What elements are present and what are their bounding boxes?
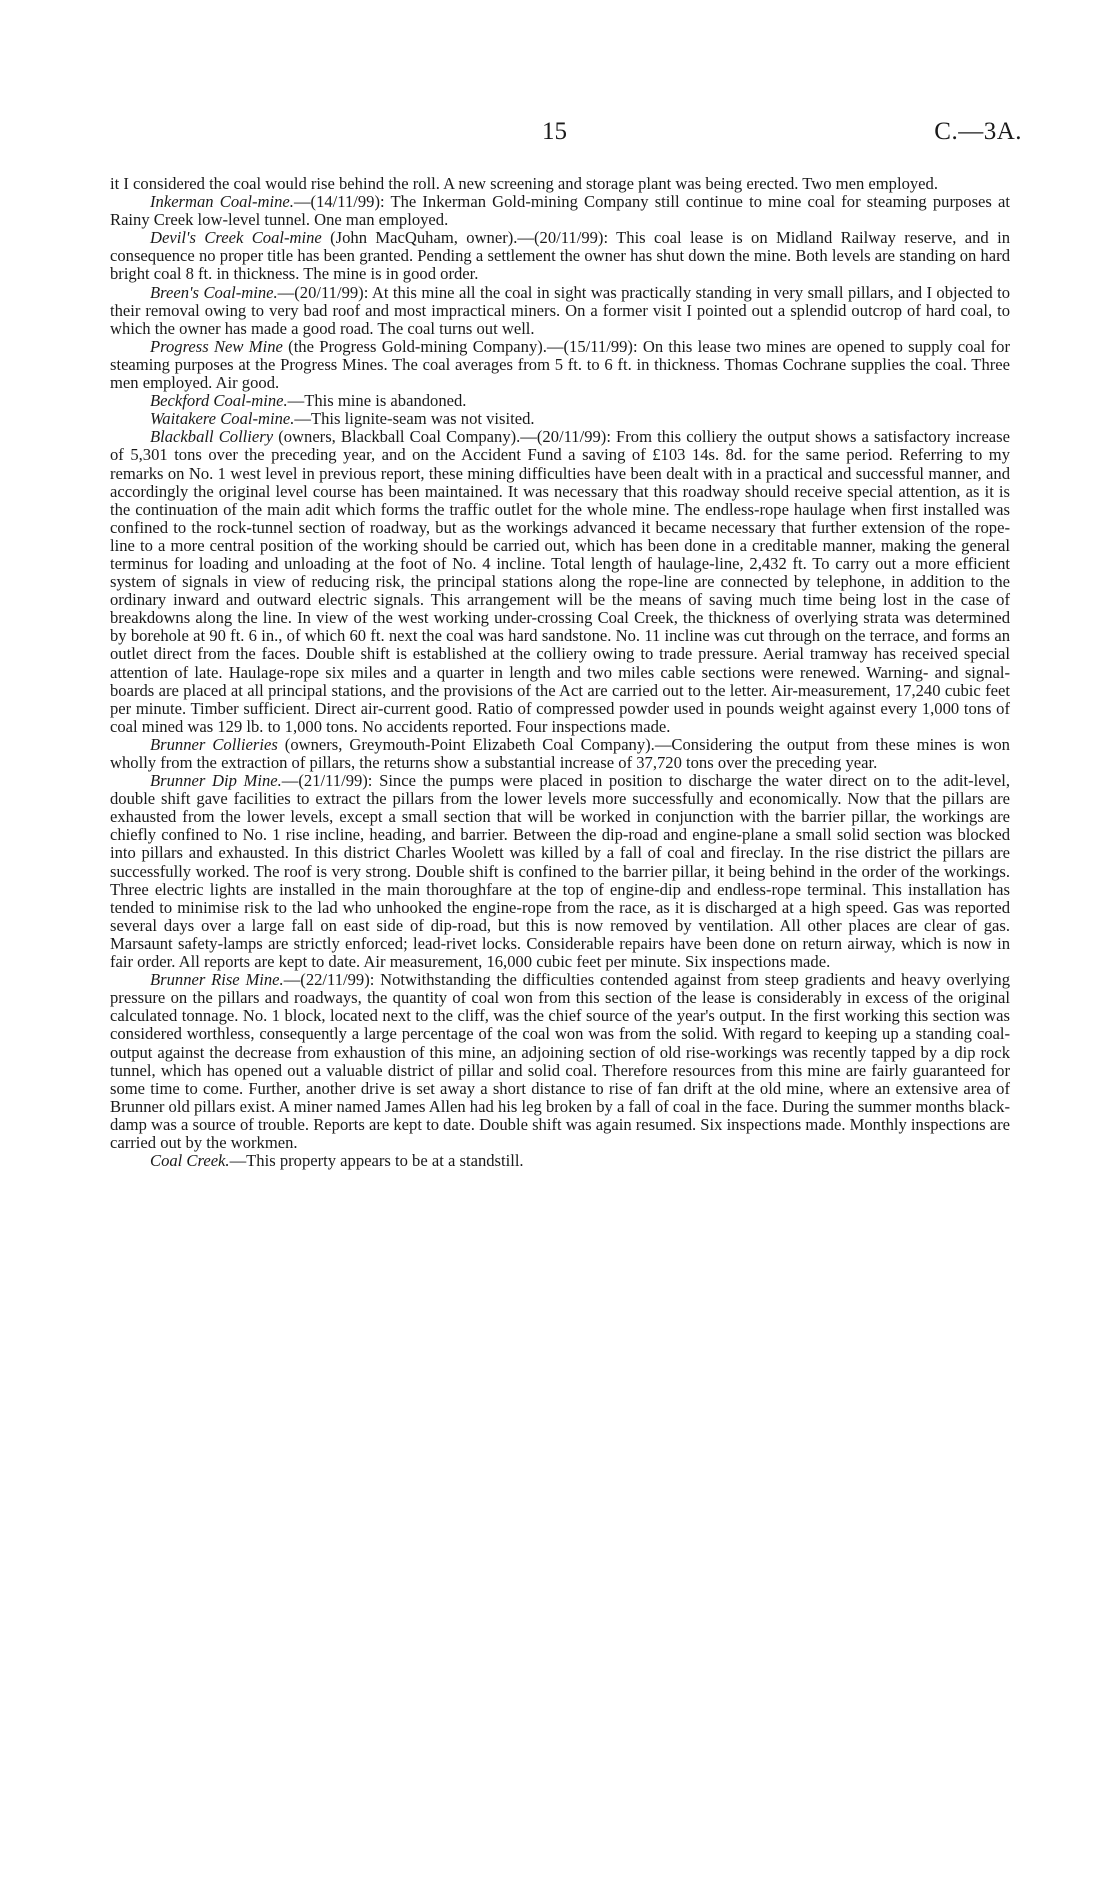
mine-name: Inkerman Coal-mine. [150,192,294,212]
paragraph-text: —(20/11/99): At this mine all the coal in sight was practically standing in very small pillars, and I objected to their removal owing to very bad roof and most impractical miners. On a former visit I pointed out a splendid outcrop of hard coal, to which the owner has made a good road. The coal turns out well. [110,282,1010,338]
mine-name: Blackball Colliery [150,427,274,447]
paragraph-text: —This mine is abandoned. [287,391,467,411]
paragraph-continuation [110,175,1010,193]
mine-name: Coal Creek. [150,1151,230,1171]
document-code: C.—3A. [934,118,1022,145]
mine-name: Breen's Coal-mine. [150,282,278,302]
mine-name: Brunner Rise Mine. [150,970,284,990]
paragraph-text: (the Progress Gold-mining Company).—(15/11/99): On this lease two mines are opened to supply coal for steaming purposes at the Progress Mines. The coal averages from 5 ft. to 6 ft. in thickness. Thomas Cochrane supplies the coal. Three men employed. Air good. [110,336,1010,393]
paragraph-text: —(21/11/99): Since the pumps were placed in position to discharge the water direct on to the adit-level, double shift gave facilities to extract the pillars from the lower levels more successfully and economically. Now that the pillars are exhausted from the lower levels, except a small section that will be worked in conjunction with the barrier pillar, the workings are chiefly confined to No. 1 rise incline, heading, and barrier. Between the dip-road and engine-plane a small solid section was blocked into pillars and exhausted. In this district Charles Woolett was killed by a fall of coal and fireclay. In the rise district the pillars are successfully worked. The roof is very strong. Double shift is confined to the barrier pillar, it being behind in the order of the workings. Three electric lights are installed in the main thoroughfare at the top of engine-dip and endless-rope terminal. This installation has tended to minimise risk to the lad who unhooked the engine-rope from the race, as it is discharged at a high speed. Gas was reported several days over a large fall on east side of dip-road, but this is now removed by ventilation. All other places are clear of gas. Marsaunt safety-lamps are strictly enforced; lead-rivet locks. Considerable repairs have been done on return airway, which is now in fair order. All reports are kept to date. Air measurement, 16,000 cubic feet per minute. Six inspections made. [110,771,1010,972]
paragraph-text: it I considered the coal would rise behind the roll. A new screening and storage plant was being erected. Two men employed. [110,174,938,193]
paragraph-text: —This property appears to be at a standstill. [229,1151,524,1171]
paragraph-text: (owners, Blackball Coal Company).—(20/11/99): From this colliery the output shows a satisfactory increase of 5,301 tons over the preceding year, and on the Accident Fund a saving of £103 14s. 8d. for the same period. Referring to my remarks on No. 1 west level in previous report, these mining difficulties have been dealt with in a practical and successful manner, and accordingly the original level course has been maintained. It was necessary that this roadway should receive special attention, as it is the continuation of the main adit which forms the traffic outlet for the whole mine. The endless-rope haulage when first installed was confined to the rock-tunnel section of roadway, but as the workings advanced it became necessary that further extension of the rope-line to a more central position of the working should be carried out, which has been done in a creditable manner, making the general terminus for loading and unloading at the foot of No. 4 incline. Total length of haulage-line, 2,432 ft. To carry out a more efficient system of signals in view of reducing risk, the principal stations along the rope-line are connected by telephone, in addition to the ordinary inward and outward electric signals. This arrangement will be the means of saving much time being lost in the case of breakdowns along the line. In view of the west working under-crossing Coal Creek, the thickness of overlying strata was determined by borehole at 90 ft. 6 in., of which 60 ft. next the coal was hard sandstone. No. 11 incline was cut through on the terrace, and forms an outlet direct from the faces. Double shift is established at the colliery owing to trade pressure. Aerial tramway has received special attention of late. Haulage-rope six miles and a quarter in length and two miles cable sections were renewed. Warning- and signal-boards are placed at all principal stations, and the provisions of the Act are carried out to the letter. Air-measurement, 17,240 cubic feet per minute. Timber sufficient. Direct air-current good. Ratio of compressed powder used in pounds weight against every 1,000 tons of coal mined was 129 lb. to 1,000 tons. No accidents reported. Four inspections made. [110,427,1010,736]
paragraph-text: (John MacQuham, owner).—(20/11/99): This coal lease is on Midland Railway reserve, and in consequence no proper title has been granted. Pending a settlement the owner has shut down the mine. Both levels are standing on hard bright coal 8 ft. in thickness. The mine is in good order. [110,228,1010,284]
page-header [0,118,1114,148]
paragraph-text: —(14/11/99): The Inkerman Gold-mining Company still continue to mine coal for steaming purposes at Rainy Creek low-level tunnel. One man employed. [110,192,1010,230]
page-number: 15 [542,118,567,145]
report-body [110,175,1010,1170]
mine-name: Progress New Mine [150,336,283,356]
paragraph-text: —(22/11/99): Notwithstanding the difficulties contended against from steep gradients and heavy overlying pressure on the pillars and roadways, the quantity of coal won from this section of the lease is considerably in excess of the original calculated tonnage. No. 1 block, located next to the cliff, was the chief source of the year's output. In the first working this section was considered worthless, consequently a large percentage of the coal won was from the solid. With regard to keeping up a standing coal-output against the decrease from exhaustion of this mine, an adjoining section of old rise-workings was recently tapped by a dip rock tunnel, which has opened out a valuable district of pillar and solid coal. Therefore resources from this mine are fairly guaranteed for some time to come. Further, another drive is set away a short distance to rise of fan drift at the old mine, where an extensive area of Brunner old pillars exist. A miner named James Allen had his leg broken by a fall of coal in the face. During the summer months black-damp was a source of trouble. Reports are kept to date. Double shift was again resumed. Six inspections made. Monthly inspections are carried out by the workmen. [110,970,1011,1152]
mine-name: Brunner Collieries [150,734,278,754]
paragraph-breens [110,284,1010,338]
paragraph-devils-creek [110,229,1010,283]
paragraph-inkerman [110,193,1010,229]
paragraph-progress [110,338,1010,392]
mine-name: Beckford Coal-mine. [150,391,288,411]
paragraph-waitakere [110,410,1010,428]
paragraph-coal-creek [110,1152,1010,1170]
paragraph-brunner-collieries [110,736,1010,772]
paragraph-beckford [110,392,1010,410]
paragraph-brunner-dip [110,772,1010,971]
paragraph-text: —This lignite-seam was not visited. [294,409,535,429]
paragraph-text: (owners, Greymouth-Point Elizabeth Coal Company).—Considering the output from these mines is won wholly from the extraction of pillars, the returns show a substantial increase of 37,720 tons over the preceding year. [110,734,1010,772]
mine-name: Waitakere Coal-mine. [150,409,295,429]
paragraph-blackball [110,428,1010,736]
mine-name: Brunner Dip Mine. [150,771,282,791]
mine-name: Devil's Creek Coal-mine [150,228,322,248]
paragraph-brunner-rise [110,971,1010,1152]
